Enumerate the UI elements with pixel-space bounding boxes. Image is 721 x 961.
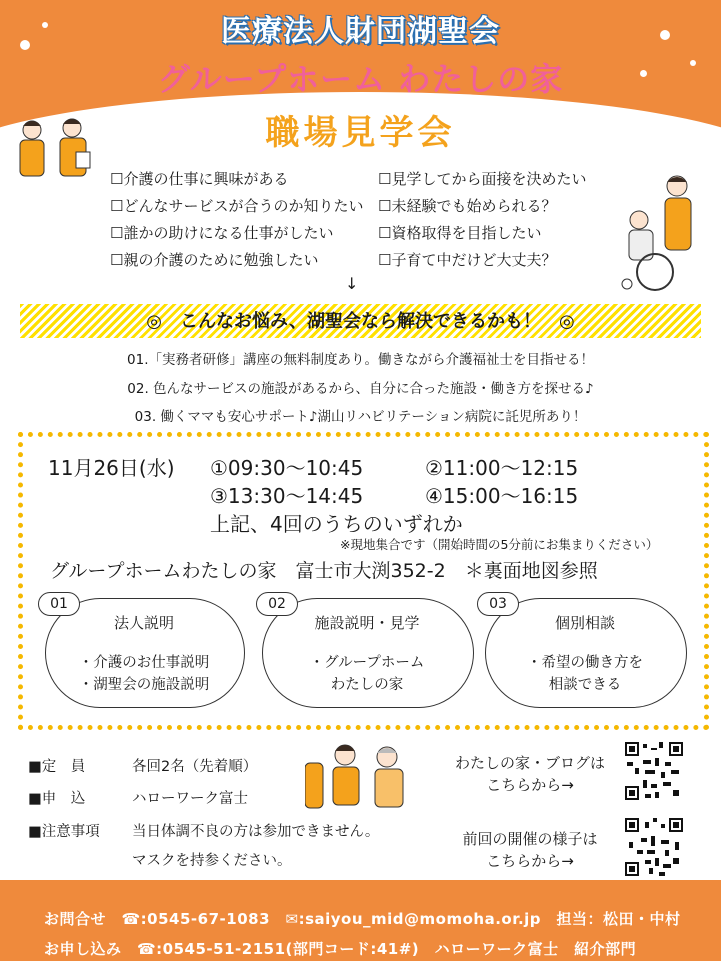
event-date: 11月26日(水) xyxy=(48,456,175,480)
step-number: 02 xyxy=(256,592,298,616)
check-item: ☐どんなサービスが合うのか知りたい xyxy=(110,197,364,215)
apply-label: ■申 込 xyxy=(28,791,86,807)
qr-label: 前回の開催の様子は xyxy=(462,830,598,848)
qr-label: わたしの家・ブログは xyxy=(454,754,605,772)
wheelchair-illustration xyxy=(615,172,710,297)
schedule-note: 上記、4回のうちのいずれか xyxy=(210,512,463,536)
check-item: ☐子育て中だけど大丈夫？ xyxy=(378,251,557,269)
step-body: 相談できる xyxy=(548,677,622,693)
apply-value: ハローワーク富士 xyxy=(132,791,248,807)
past-event-qr-code[interactable] xyxy=(625,818,683,876)
notes-label: ■注意事項 xyxy=(28,824,100,840)
facility-title: グループホーム わたしの家 xyxy=(157,60,564,98)
capacity-value: 各回2名（先着順） xyxy=(132,759,258,775)
notes-value: 当日体調不良の方は参加できません。 xyxy=(132,824,380,840)
step-title: 法人説明 xyxy=(113,614,174,632)
staff-illustration xyxy=(10,112,100,192)
banner-text: ◎ こんなお悩み、湖聖会なら解決できるかも！ ◎ xyxy=(146,311,575,332)
step-number: 03 xyxy=(477,592,519,616)
check-item: ☐誰かの助けになる仕事がしたい xyxy=(110,224,334,242)
checklist-left xyxy=(110,166,363,274)
blog-qr-code[interactable] xyxy=(625,742,683,800)
time-slot: ②11:00～12:15 xyxy=(425,456,579,480)
qr-label: こちらから→ xyxy=(486,776,574,794)
location: グループホームわたしの家 富士市大渕352-2 ＊裏面地図参照 xyxy=(50,560,598,582)
point-item: 02. 色んなサービスの施設があるから、自分に合った施設・働き方を探せる♪ xyxy=(127,381,594,397)
down-arrow-icon: ↓ xyxy=(345,274,359,293)
point-item: 01.「実務者研修」講座の無料制度あり。働きながら介護福祉士を目指せる！ xyxy=(127,352,594,368)
footer-contact: お問合せ ☎:0545-67-1083 ✉:saiyou_mid@momoha.or.jp 担当：松田・中村 xyxy=(44,910,681,928)
footer-apply: お申し込み ☎:0545-51-2151(部門コード:41#) ハローワーク富士 紹介部門 xyxy=(44,940,637,958)
check-item: ☐見学してから面接を決めたい xyxy=(378,170,587,188)
check-item: ☐親の介護のために勉強したい xyxy=(110,251,319,269)
step-body: ・グループホーム xyxy=(309,655,425,671)
check-item: ☐介護の仕事に興味がある xyxy=(110,170,289,188)
step-title: 個別相談 xyxy=(554,614,615,632)
step-number: 01 xyxy=(38,592,80,616)
step-title: 施設説明・見学 xyxy=(314,614,420,632)
capacity-label: ■定 員 xyxy=(28,759,86,775)
checklist-right xyxy=(378,166,586,274)
meet-note: ※現地集合です（開始時間の5分前にお集まりください） xyxy=(340,537,659,552)
caregiver-illustration xyxy=(305,735,420,820)
step-body: ・湖聖会の施設説明 xyxy=(78,677,210,693)
qr-label: こちらから→ xyxy=(486,852,574,870)
time-slot: ③13:30～14:45 xyxy=(210,484,364,508)
step-body: ・希望の働き方を xyxy=(527,655,643,671)
time-slot: ①09:30～10:45 xyxy=(210,456,364,480)
check-item: ☐資格取得を目指したい xyxy=(378,224,542,242)
step-body: ・介護のお仕事説明 xyxy=(78,655,210,671)
check-item: ☐未経験でも始められる？ xyxy=(378,197,557,215)
time-slot: ④15:00～16:15 xyxy=(425,484,579,508)
point-item: 03. 働くママも安心サポート♪湖山リハビリテーション病院に託児所あり！ xyxy=(134,409,587,425)
step-body: わたしの家 xyxy=(330,677,404,693)
org-title: 医療法人財団湖聖会 xyxy=(221,14,500,49)
notes-value: マスクを持参ください。 xyxy=(132,853,292,869)
event-title: 職場見学会 xyxy=(265,113,456,153)
